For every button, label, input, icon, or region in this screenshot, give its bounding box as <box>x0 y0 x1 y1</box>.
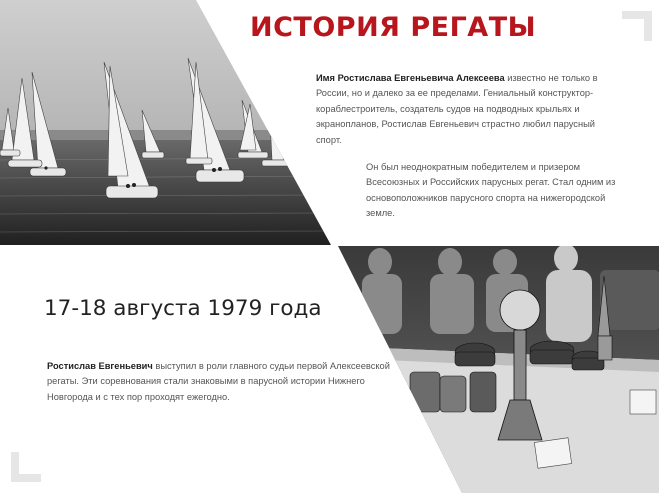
event-date-heading: 17-18 августа 1979 года <box>44 296 322 321</box>
corner-bracket-top-right-icon <box>622 11 652 41</box>
intro-name: Имя Ростислава Евгеньевича Алексеева <box>316 73 505 83</box>
event-text: выступил в роли главного судьи первой Алексеевской регаты. Эти соревнования стали знаковыми в парусной истории Нижнего Новгорода и с тех пор проходят ежегодно. <box>47 361 390 402</box>
corner-bracket-bottom-left-icon <box>11 452 41 482</box>
intro-text: известно не только в России, но и далеко за ее пределами. Гениальный конструктор-кораблестроитель, создатель судов на подводных крыльях и экранопланов, Ростислав Евгеньевич страстно любил парусный спорт. <box>316 73 598 145</box>
achievements-paragraph: Он был неоднократным победителем и призером Всесоюзных и Российских парусных регат. Стал одним из основоположников парусного спорта на нижегородской земле. <box>366 162 616 219</box>
event-paragraph <box>47 359 392 405</box>
page-title: ИСТОРИЯ РЕГАТЫ <box>250 12 537 43</box>
intro-paragraph <box>316 71 621 148</box>
event-name: Ростислав Евгеньевич <box>47 361 153 371</box>
